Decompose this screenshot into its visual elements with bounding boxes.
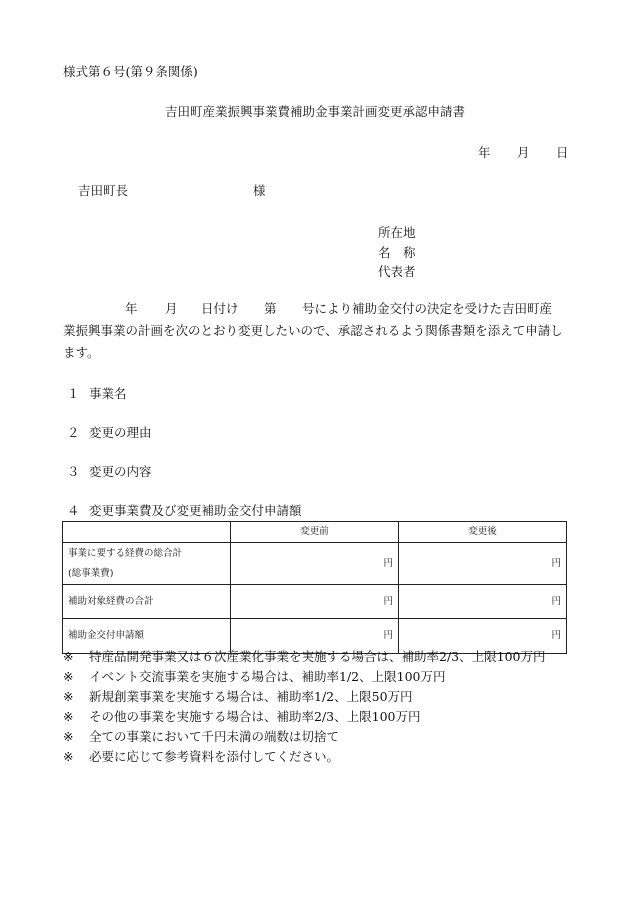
table-header-blank bbox=[63, 522, 231, 543]
item-3-number: ３ bbox=[67, 464, 80, 479]
note-mark: ※ bbox=[63, 649, 74, 664]
item-2-number: ２ bbox=[67, 425, 80, 440]
form-number: 様式第６号(第９条関係) bbox=[63, 64, 198, 79]
item-3-label: 変更の内容 bbox=[89, 464, 152, 479]
applicant-name-label: 名 称 bbox=[378, 245, 416, 260]
table-header-row bbox=[63, 522, 567, 543]
item-1-label: 事業名 bbox=[89, 386, 127, 401]
row-label: 補助対象経費の合計 bbox=[63, 585, 231, 619]
table-header-after: 変更後 bbox=[399, 522, 567, 543]
amount-before-cell[interactable]: 円 bbox=[231, 543, 399, 585]
note-text: 必要に応じて参考資料を添付してください。 bbox=[89, 749, 340, 764]
date-year-label: 年 bbox=[478, 145, 491, 160]
body-line3: ます。 bbox=[63, 345, 100, 360]
body-line1: 号により補助金交付の決定を受けた吉田町産 bbox=[302, 301, 553, 316]
note-text: 特産品開発事業又は６次産業化事業を実施する場合は、補助率2/3、上限100万円 bbox=[89, 649, 546, 664]
document-title: 吉田町産業振興事業費補助金事業計画変更承認申請書 bbox=[164, 104, 465, 119]
note-item bbox=[63, 751, 339, 764]
item-1-number: １ bbox=[67, 386, 80, 401]
note-item bbox=[63, 671, 445, 684]
row-label: 事業に要する経費の総合計 bbox=[68, 547, 183, 559]
table-row bbox=[63, 585, 567, 619]
date-month-label: 月 bbox=[517, 145, 530, 160]
item-2-label: 変更の理由 bbox=[89, 425, 152, 440]
body-number-prefix: 第 bbox=[264, 301, 277, 316]
note-text: その他の事業を実施する場合は、補助率2/3、上限100万円 bbox=[89, 709, 421, 724]
note-text: 全ての事業において千円未満の端数は切捨て bbox=[89, 729, 340, 744]
budget-table bbox=[62, 521, 567, 654]
note-mark: ※ bbox=[63, 749, 74, 764]
applicant-address-label: 所在地 bbox=[378, 225, 416, 240]
row-label-sub: (総事業費) bbox=[68, 567, 114, 579]
amount-before-cell[interactable]: 円 bbox=[231, 619, 399, 654]
note-mark: ※ bbox=[63, 689, 74, 704]
body-line2: 業振興事業の計画を次のとおり変更したいので、承認されるよう関係書類を添えて申請し bbox=[63, 323, 563, 338]
addressee-honorific: 様 bbox=[253, 183, 266, 198]
amount-after-cell[interactable]: 円 bbox=[399, 619, 567, 654]
amount-before-cell[interactable]: 円 bbox=[231, 585, 399, 619]
item-4-number: ４ bbox=[67, 503, 80, 518]
addressee-name: 吉田町長 bbox=[78, 183, 129, 198]
note-item bbox=[63, 691, 413, 704]
body-month-label: 月 bbox=[165, 301, 178, 316]
note-text: 新規創業事業を実施する場合は、補助率1/2、上限50万円 bbox=[89, 689, 413, 704]
amount-after-cell[interactable]: 円 bbox=[399, 585, 567, 619]
body-year-label: 年 bbox=[125, 301, 138, 316]
table-header-before: 変更前 bbox=[231, 522, 399, 543]
item-4-label: 変更事業費及び変更補助金交付申請額 bbox=[89, 503, 302, 518]
row-label: 補助金交付申請額 bbox=[63, 619, 231, 654]
body-date-suffix: 日付け bbox=[201, 301, 239, 316]
row-label-cell bbox=[63, 543, 231, 585]
note-text: イベント交流事業を実施する場合は、補助率1/2、上限100万円 bbox=[89, 669, 446, 684]
note-mark: ※ bbox=[63, 709, 74, 724]
date-day-label: 日 bbox=[556, 145, 569, 160]
note-mark: ※ bbox=[63, 729, 74, 744]
applicant-representative-label: 代表者 bbox=[378, 264, 416, 279]
table-row bbox=[63, 543, 567, 585]
note-item bbox=[63, 731, 339, 744]
amount-after-cell[interactable]: 円 bbox=[399, 543, 567, 585]
note-mark: ※ bbox=[63, 669, 74, 684]
note-item bbox=[63, 651, 545, 664]
note-item bbox=[63, 711, 420, 724]
